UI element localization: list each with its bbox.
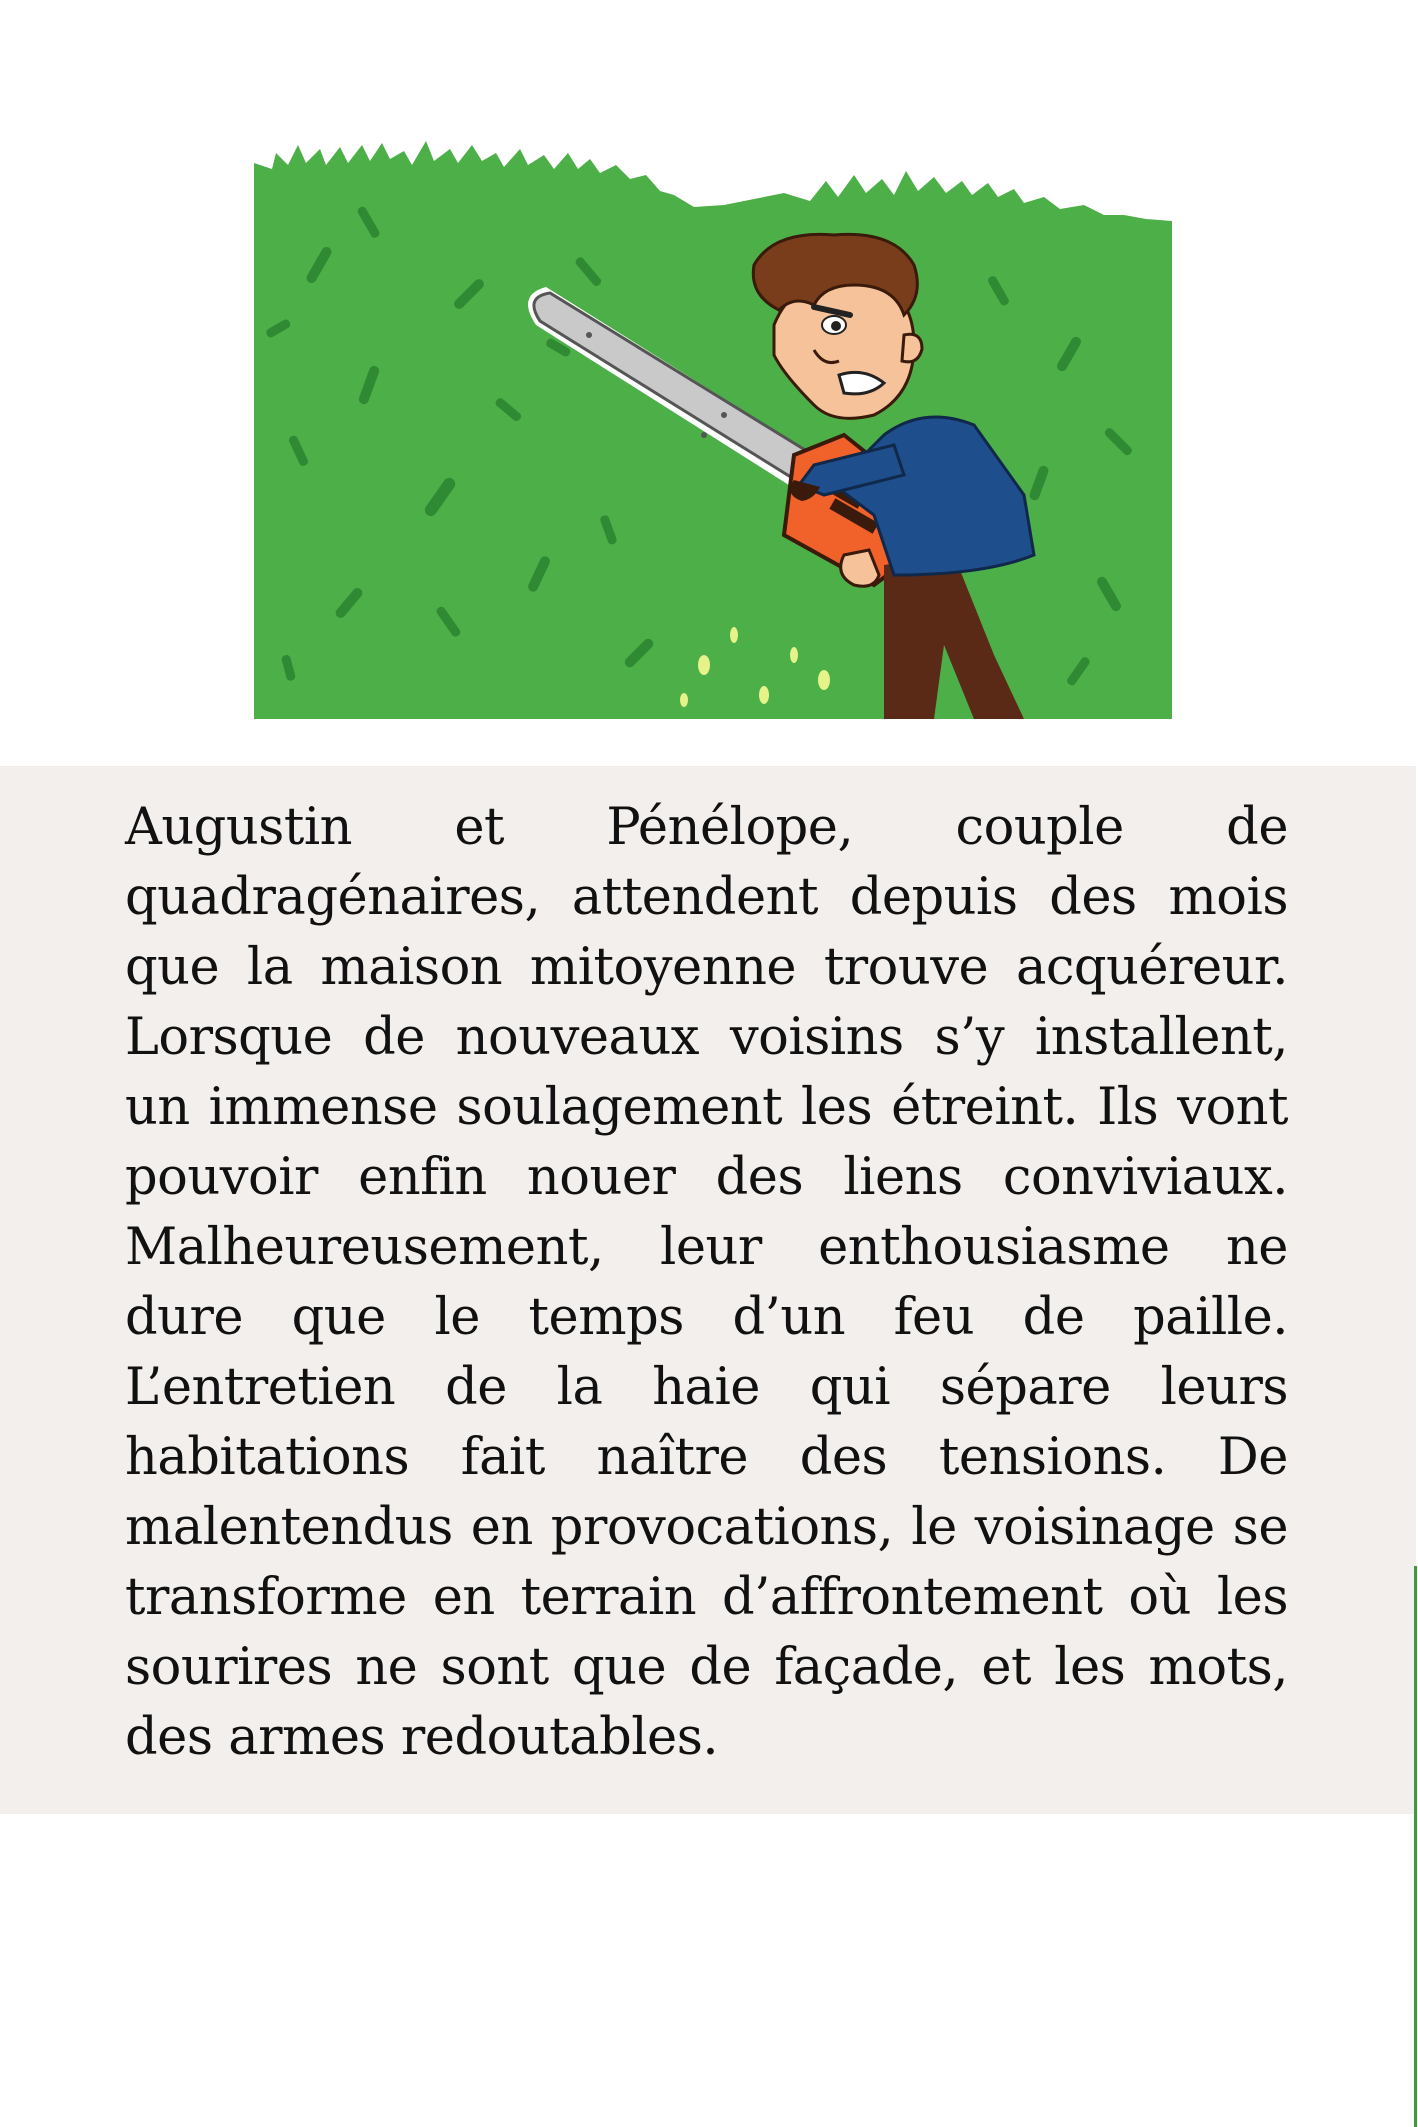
chainsaw-hedge-illustration [254,135,1172,719]
synopsis-text: Augustin et Pénélope, couple de quadragénaires, attendent depuis des mois que la maison mitoyenne trouve acquéreur. Lorsque de nouveaux voisins s’y installent, un immense soulagement les étreint. Ils vont pouvoir enfin nouer des liens conviviaux. Malheureusement, leur enthousiasme ne dure que le temps d’un feu de paille. L’entretien de la haie qui sépare leurs habitations fait naître des tensions. De malentendus en provocations, le voisinage se transforme en terrain d’affrontement où les sourires ne sont que de façade, et les mots, des armes redoutables. [125,798,1288,1767]
edge-line [1414,1566,1417,2127]
